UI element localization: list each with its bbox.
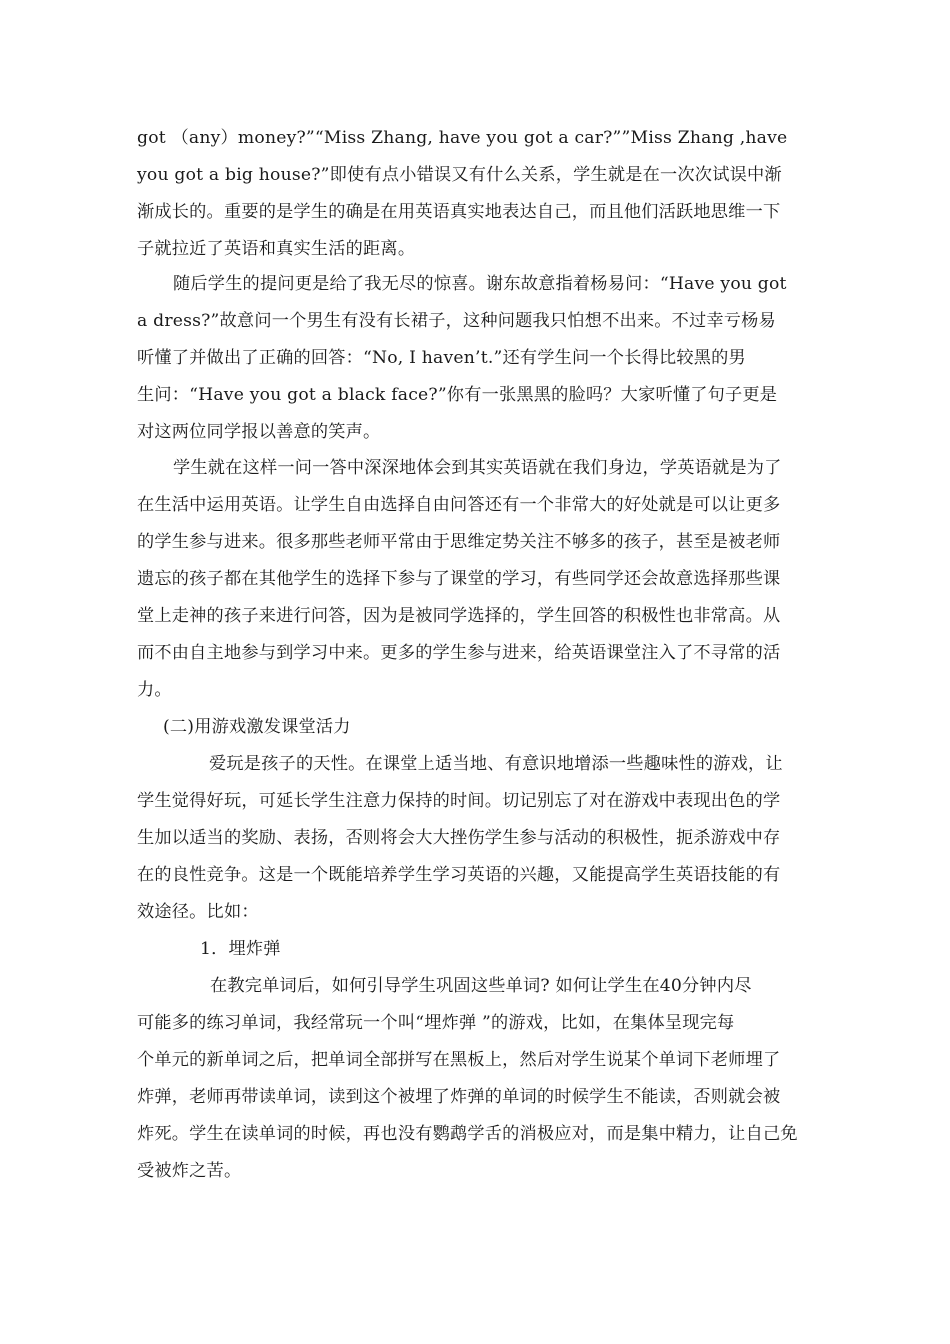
text-line: 随后学生的提问更是给了我无尽的惊喜。谢东故意指着杨易问：“Have you got: [173, 274, 787, 294]
text-line: a dress?”故意问一个男生有没有长裙子，这种问题我只怕想不出来。不过幸亏杨易: [137, 311, 776, 331]
subsection-heading: 1．埋炸弹: [200, 939, 281, 959]
text-line: got （any）money?”“Miss Zhang, have you got a car?””Miss Zhang ,have: [137, 128, 788, 148]
text-line: 在教完单词后，如何引导学生巩固这些单词? 如何让学生在40分钟内尽: [210, 976, 752, 996]
text-line: 受被炸之苦。: [137, 1161, 242, 1181]
text-line: 的学生参与进来。很多那些老师平常由于思维定势关注不够多的孩子，甚至是被老师: [137, 532, 781, 552]
text-line: 力。: [137, 680, 172, 700]
text-line: 在生活中运用英语。让学生自由选择自由问答还有一个非常大的好处就是可以让更多: [137, 495, 781, 515]
text-line: 效途径。比如：: [137, 902, 259, 922]
text-line: 可能多的练习单词，我经常玩一个叫“埋炸弹 ”的游戏，比如，在集体呈现完每: [137, 1013, 735, 1033]
text-line: 学生觉得好玩，可延长学生注意力保持的时间。切记别忘了对在游戏中表现出色的学: [137, 791, 781, 811]
text-line: 听懂了并做出了正确的回答：“No, I haven’t.”还有学生问一个长得比较黑的男: [137, 348, 746, 368]
text-line: 生加以适当的奖励、表扬，否则将会大大挫伤学生参与活动的积极性，扼杀游戏中存: [137, 828, 781, 848]
text-line: 学生就在这样一问一答中深深地体会到其实英语就在我们身边，学英语就是为了: [173, 458, 782, 478]
text-line: 生问：“Have you got a black face?”你有一张黑黑的脸吗？大家听懂了句子更是: [137, 385, 778, 405]
text-line: you got a big house?”即使有点小错误又有什么关系，学生就是在一次次试误中渐: [137, 165, 782, 185]
text-line: 而不由自主地参与到学习中来。更多的学生参与进来，给英语课堂注入了不寻常的活: [137, 643, 781, 663]
text-line: 子就拉近了英语和真实生活的距离。: [137, 239, 416, 259]
text-line: 炸弹，老师再带读单词，读到这个被埋了炸弹的单词的时候学生不能读，否则就会被: [137, 1087, 781, 1107]
section-heading: (二)用游戏激发课堂活力: [163, 717, 351, 737]
text-line: 在的良性竞争。这是一个既能培养学生学习英语的兴趣，又能提高学生英语技能的有: [137, 865, 781, 885]
text-line: 遗忘的孩子都在其他学生的选择下参与了课堂的学习，有些同学还会故意选择那些课: [137, 569, 781, 589]
text-line: 堂上走神的孩子来进行问答，因为是被同学选择的，学生回答的积极性也非常高。从: [137, 606, 781, 626]
text-line: 炸死。学生在读单词的时候，再也没有鹦鹉学舌的消极应对，而是集中精力，让自己免: [137, 1124, 798, 1144]
text-line: 个单元的新单词之后，把单词全部拼写在黑板上，然后对学生说某个单词下老师埋了: [137, 1050, 781, 1070]
text-line: 渐成长的。重要的是学生的确是在用英语真实地表达自己，而且他们活跃地思维一下: [137, 202, 781, 222]
text-line: 爱玩是孩子的天性。在课堂上适当地、有意识地增添一些趣味性的游戏，让: [209, 754, 783, 774]
text-line: 对这两位同学报以善意的笑声。: [137, 422, 381, 442]
